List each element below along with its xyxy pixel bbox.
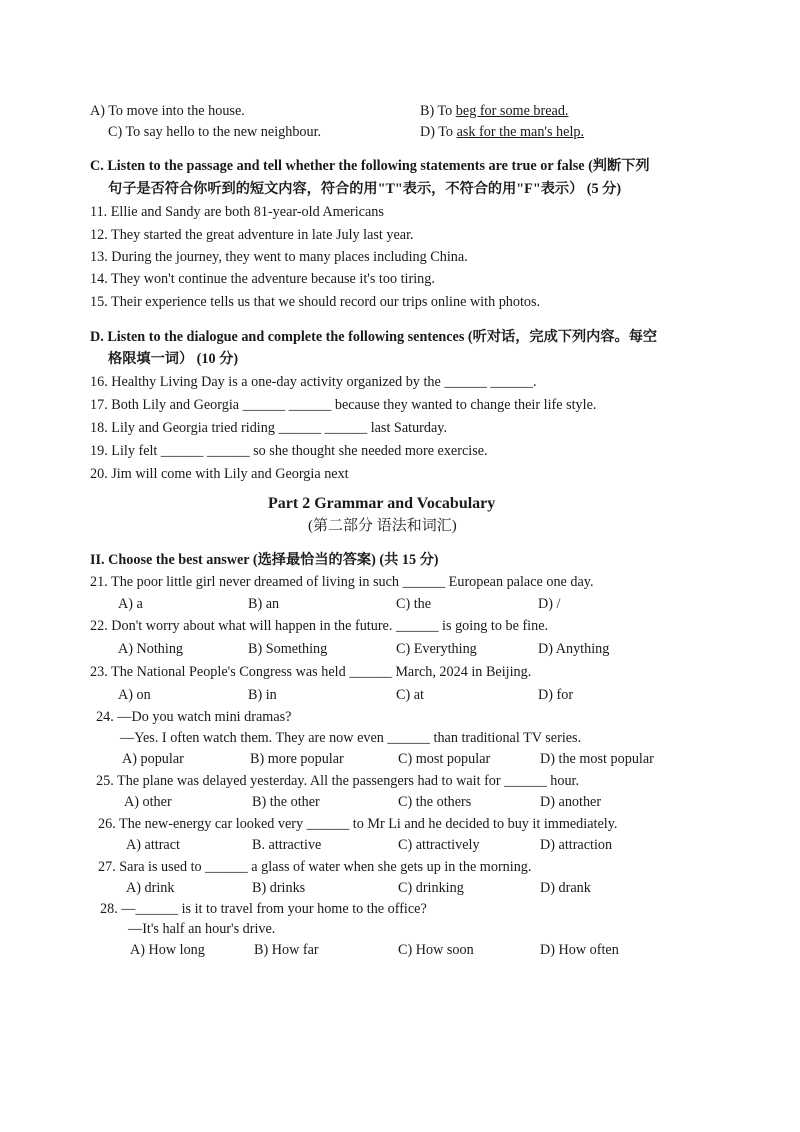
section-d-title-line1: D. Listen to the dialogue and complete the following sentences (听对话，完成下列内容。每空 [90,329,658,345]
statement-12: 12. They started the great adventure in late July last year. [90,227,414,243]
q24-option-c: C) most popular [398,751,491,767]
q23-option-b: B) in [248,687,277,703]
statement-14: 14. They won't continue the adventure because it's too tiring. [90,271,435,287]
q10-option-b [420,102,568,120]
q27-option-b: B) drinks [252,880,306,896]
q21-option-d: D) / [538,596,561,612]
q21-option-b: B) an [248,596,280,612]
q22-option-d: D) Anything [538,641,610,657]
q22-option-c: C) Everything [396,641,477,657]
q28-option-a: A) How long [130,942,205,958]
statement-13: 13. During the journey, they went to many places including China. [90,249,468,265]
q26-option-d: D) attraction [540,837,613,853]
section-d-title-line2: 格限填一词） (10 分) [108,351,239,367]
q26-stem: 26. The new-energy car looked very ______ to Mr Li and he decided to buy it immediately. [98,816,618,832]
q10-option-c: C) To say hello to the new neighbour. [108,124,322,140]
q10-option-d [420,123,584,141]
q24-stem: 24. —Do you watch mini dramas? [96,709,292,725]
q28-option-c: C) How soon [398,942,474,958]
part2-title: Part 2 Grammar and Vocabulary [268,495,496,512]
section-ii-title: II. Choose the best answer (选择最恰当的答案) (共 15 分) [90,552,439,568]
sentence-18: 18. Lily and Georgia tried riding ______ ______ last Saturday. [90,420,447,436]
q27-stem: 27. Sara is used to ______ a glass of water when she gets up in the morning. [98,859,532,875]
q22-option-b: B) Something [248,641,328,657]
sentence-20: 20. Jim will come with Lily and Georgia next [90,466,349,482]
q10-d-prefix: D) To [420,124,457,140]
q23-option-c: C) at [396,687,424,703]
q22-option-a: A) Nothing [118,641,184,657]
q10-d-underlined: ask for the man's help. [456,124,585,140]
q21-option-c: C) the [396,596,432,612]
q25-option-c: C) the others [398,794,472,810]
q24-response: —Yes. I often watch them. They are now even ______ than traditional TV series. [120,730,582,746]
q10-b-underlined: beg for some bread. [455,103,569,119]
q25-stem: 25. The plane was delayed yesterday. All the passengers had to wait for ______ hour. [96,773,580,789]
q27-option-d: D) drank [540,880,591,896]
q28-response: —It's half an hour's drive. [128,921,276,937]
q10-option-a: A) To move into the house. [90,103,245,119]
q23-option-d: D) for [538,687,574,703]
q24-option-d: D) the most popular [540,751,654,767]
statement-15: 15. Their experience tells us that we should record our trips online with photos. [90,294,541,310]
q24-option-b: B) more popular [250,751,344,767]
q22-stem: 22. Don't worry about what will happen in the future. ______ is going to be fine. [90,618,549,634]
part2-subtitle: (第二部分 语法和词汇) [308,518,457,534]
q10-b-prefix: B) To [420,103,456,119]
q28-stem: 28. —______ is it to travel from your home to the office? [100,901,427,917]
section-c-title-line2: 句子是否符合你听到的短文内容，符合的用"T"表示，不符合的用"F"表示） (5 分) [108,181,622,197]
q28-option-d: D) How often [540,942,619,958]
q26-option-b: B. attractive [252,837,322,853]
sentence-17: 17. Both Lily and Georgia ______ ______ because they wanted to change their life style. [90,397,597,413]
q21-stem: 21. The poor little girl never dreamed of living in such ______ European palace one day. [90,574,594,590]
q24-option-a: A) popular [122,751,184,767]
sentence-16: 16. Healthy Living Day is a one-day activity organized by the ______ ______. [90,374,537,390]
q27-option-c: C) drinking [398,880,464,896]
section-c-title-line1: C. Listen to the passage and tell whether the following statements are true or false (判断下列 [90,158,650,174]
q23-stem: 23. The National People's Congress was held ______ March, 2024 in Beijing. [90,664,532,680]
sentence-19: 19. Lily felt ______ ______ so she thought she needed more exercise. [90,443,488,459]
q21-option-a: A) a [118,596,143,612]
statement-11: 11. Ellie and Sandy are both 81-year-old Americans [90,204,384,220]
q25-option-d: D) another [540,794,602,810]
q27-option-a: A) drink [126,880,175,896]
q25-option-a: A) other [124,794,172,810]
q25-option-b: B) the other [252,794,320,810]
q28-option-b: B) How far [254,942,319,958]
q26-option-a: A) attract [126,837,180,853]
q26-option-c: C) attractively [398,837,480,853]
q23-option-a: A) on [118,687,151,703]
